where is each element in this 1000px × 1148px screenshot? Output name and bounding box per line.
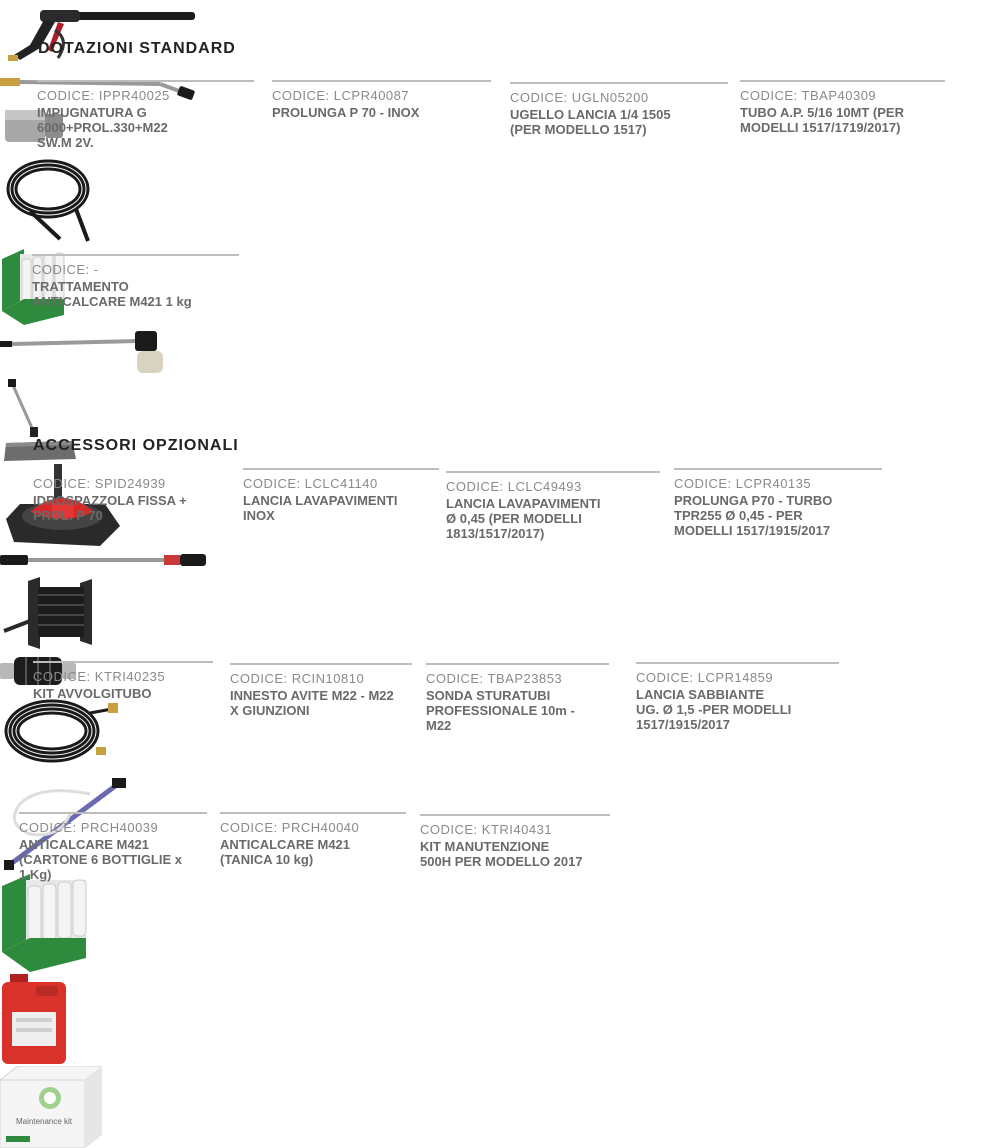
product-code: CODICE: PRCH40040 [220, 820, 360, 835]
product-code: CODICE: - [32, 262, 99, 277]
product-code: CODICE: LCLC41140 [243, 476, 378, 491]
product-card [674, 468, 882, 538]
product-description: ANTICALCARE M421 (CARTONE 6 BOTTIGLIE x 1 Kg) [19, 837, 182, 882]
product-card [740, 80, 945, 135]
product-card [220, 812, 406, 867]
product-description: TRATTAMENTO ANTICALCARE M421 1 kg [32, 279, 192, 309]
product-description: TUBO A.P. 5/16 10MT (PER MODELLI 1517/1719/2017) [740, 105, 904, 135]
product-description: LANCIA SABBIANTE UG. Ø 1,5 -PER MODELLI 1517/1915/2017 [636, 687, 792, 732]
maintenance-kit-icon [0, 1066, 1000, 1148]
divider [32, 254, 239, 256]
product-description: IDROSPAZZOLA FISSA + PROL. P 70 [33, 493, 187, 523]
divider [33, 661, 213, 663]
product-description: SONDA STURATUBI PROFESSIONALE 10m - M22 [426, 688, 575, 733]
product-card [32, 254, 239, 309]
product-description: LANCIA LAVAPAVIMENTI INOX [243, 493, 398, 523]
divider [426, 663, 609, 665]
divider [446, 471, 660, 473]
product-card [420, 814, 610, 869]
product-code: CODICE: PRCH40039 [19, 820, 159, 835]
divider [420, 814, 610, 816]
product-description: ANTICALCARE M421 (TANICA 10 kg) [220, 837, 351, 867]
product-code: CODICE: KTRI40431 [420, 822, 553, 837]
section-title-standard: DOTAZIONI STANDARD [38, 40, 236, 57]
product-card [426, 663, 609, 733]
product-description: PROLUNGA P70 - TURBO TPR255 Ø 0,45 - PER MODELLI 1517/1915/2017 [674, 493, 833, 538]
spray-gun-icon [0, 0, 1000, 70]
turbo-lance-icon [0, 549, 1000, 573]
product-description: LANCIA LAVAPAVIMENTI Ø 0,45 (PER MODELLI 1813/1517/2017) [446, 496, 601, 541]
product-description: PROLUNGA P 70 - INOX [272, 105, 420, 120]
divider [37, 80, 254, 82]
bottle-box-icon [0, 874, 1000, 974]
product-code: CODICE: IPPR40025 [37, 88, 170, 103]
product-description: IMPUGNATURA G 6000+PROL.330+M22 SW.M 2V. [37, 105, 168, 150]
product-description: KIT AVVOLGITUBO [33, 686, 152, 701]
divider [272, 80, 491, 82]
product-code: CODICE: LCPR14859 [636, 670, 774, 685]
product-code: CODICE: SPID24939 [33, 476, 166, 491]
brush-lance-icon [0, 329, 1000, 379]
divider [510, 82, 728, 84]
divider [636, 662, 839, 664]
product-card [636, 662, 839, 732]
product-code: CODICE: UGLN05200 [510, 90, 649, 105]
product-description: KIT MANUTENZIONE 500H PER MODELLO 2017 [420, 839, 583, 869]
product-card [37, 80, 254, 150]
divider [740, 80, 945, 82]
product-code: CODICE: TBAP40309 [740, 88, 877, 103]
divider [243, 468, 439, 470]
divider [19, 812, 207, 814]
product-code: CODICE: LCLC49493 [446, 479, 582, 494]
product-description: INNESTO AVITE M22 - M22 X GIUNZIONI [230, 688, 394, 718]
product-card [510, 82, 728, 137]
product-code: CODICE: LCPR40135 [674, 476, 812, 491]
divider [220, 812, 406, 814]
product-description: UGELLO LANCIA 1/4 1505 (PER MODELLO 1517) [510, 107, 671, 137]
kit-box-label: Maintenance kit [16, 1117, 73, 1126]
section-title-optional: ACCESSORI OPZIONALI [33, 437, 239, 454]
product-code: CODICE: LCPR40087 [272, 88, 410, 103]
product-code: CODICE: KTRI40235 [33, 669, 166, 684]
hose-reel-icon [0, 573, 1000, 653]
product-card [446, 471, 660, 541]
jerrycan-icon [0, 974, 1000, 1066]
hose-icon [0, 149, 1000, 249]
product-code: CODICE: RCIN10810 [230, 671, 365, 686]
product-card [33, 470, 228, 523]
product-card [19, 812, 207, 882]
divider [230, 663, 412, 665]
product-card [33, 661, 213, 701]
product-card [272, 80, 491, 120]
product-code: CODICE: TBAP23853 [426, 671, 563, 686]
product-card [243, 468, 439, 523]
divider [674, 468, 882, 470]
product-card [230, 663, 412, 718]
